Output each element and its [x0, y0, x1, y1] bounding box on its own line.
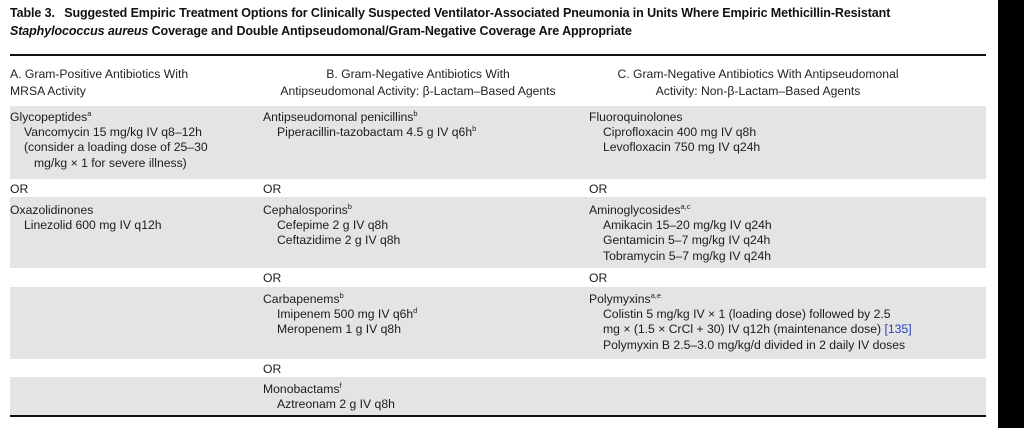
- carbapenems-cell: [263, 292, 583, 338]
- gentamicin-dose: Gentamicin 5–7 mg/kg IV q24h: [603, 233, 771, 248]
- antipseudomonal-penicillins-label: Antipseudomonal penicillins$^b$: [263, 109, 418, 124]
- or-b-3: OR: [263, 362, 282, 376]
- meropenem-dose: Meropenem 1 g IV q8h: [277, 322, 401, 337]
- vancomycin-note-2: mg/kg × 1 for severe illness): [34, 155, 187, 170]
- aminoglycosides-cell: [589, 203, 979, 264]
- or-b-2: OR: [263, 271, 282, 285]
- levofloxacin-dose: Levofloxacin 750 mg IV q24h: [603, 140, 761, 155]
- monobactams-label: Monobactams$^f$: [263, 381, 342, 396]
- col-header-c-line2: Activity: Non-β-Lactam–Based Agents: [655, 84, 861, 98]
- col-header-b: [263, 66, 573, 100]
- col-header-a-line1: A. Gram-Positive Antibiotics With: [10, 67, 189, 81]
- ceftazidime-dose: Ceftazidime 2 g IV q8h: [277, 233, 401, 248]
- vancomycin-note-1: (consider a loading dose of 25–30: [24, 140, 208, 155]
- table-title-line2: Coverage and Double Antipseudomonal/Gram-Negative Coverage Are Appropriate: [148, 24, 632, 38]
- piperacillin-dose: Piperacillin-tazobactam 4.5 g IV $q6h^b$: [277, 124, 477, 140]
- col-header-c-line1: C. Gram-Negative Antibiotics With Antipseudomonal: [617, 67, 899, 81]
- tobramycin-dose: Tobramycin 5–7 mg/kg IV q24h: [603, 248, 772, 263]
- polymyxins-label: Polymyxins$^{a,e}$: [589, 291, 662, 306]
- aminoglycosides-label: Aminoglycosides$^{a,c}$: [589, 202, 691, 217]
- or-c-2: OR: [589, 271, 608, 285]
- col-header-a-line2: MRSA Activity: [10, 84, 86, 98]
- polymyxins-cell: [589, 292, 984, 353]
- aztreonam-dose: Aztreonam 2 g IV q8h: [277, 397, 395, 412]
- fluoroquinolones-cell: [589, 110, 979, 156]
- fluoroquinolones-label: Fluoroquinolones: [589, 110, 683, 124]
- or-b-1: OR: [263, 182, 282, 196]
- colistin-dose-line1: Colistin 5 mg/kg IV × 1 (loading dose) followed by 2.5: [603, 307, 891, 322]
- col-header-c: [588, 66, 928, 100]
- top-rule: [10, 54, 986, 56]
- table-label: Table 3.: [10, 6, 55, 20]
- linezolid-dose: Linezolid 600 mg IV q12h: [24, 218, 162, 233]
- colistin-dose-line2: mg × (1.5 × CrCl + 30) IV q12h (maintenance dose) [135]: [603, 322, 912, 337]
- oxazolidinones-label: Oxazolidinones: [10, 203, 94, 217]
- col-header-b-line2: Antipseudomonal Activity: β-Lactam–Based Agents: [280, 84, 556, 98]
- carbapenems-label: Carbapenems$^b$: [263, 291, 344, 306]
- bottom-rule: [10, 415, 986, 417]
- or-c-1: OR: [589, 182, 608, 196]
- cephalosporins-label: Cephalosporins$^b$: [263, 202, 352, 217]
- monobactams-cell: [263, 382, 583, 412]
- polymyxin-b-dose: Polymyxin B 2.5–3.0 mg/kg/d divided in 2 daily IV doses: [603, 337, 906, 352]
- col-header-b-line1: B. Gram-Negative Antibiotics With: [326, 67, 510, 81]
- vancomycin-dose: Vancomycin 15 mg/kg IV q8–12h: [24, 125, 202, 140]
- amikacin-dose: Amikacin 15–20 mg/kg IV q24h: [603, 218, 772, 233]
- table-title-italic: Staphylococcus aureus: [10, 24, 149, 38]
- imipenem-dose: Imipenem 500 mg IV $q6h^d$: [277, 306, 418, 322]
- oxazolidinones-cell: [10, 203, 260, 233]
- ciprofloxacin-dose: Ciprofloxacin 400 mg IV q8h: [603, 125, 757, 140]
- or-a-1: OR: [10, 182, 29, 196]
- col-header-a: [10, 66, 250, 100]
- glycopeptides-label: Glycopeptides$^a$: [10, 109, 92, 124]
- cefepime-dose: Cefepime 2 g IV q8h: [277, 218, 389, 233]
- antipseudomonal-penicillins-cell: [263, 110, 583, 140]
- glycopeptides-cell: [10, 110, 260, 171]
- reference-link[interactable]: [135]: [884, 322, 912, 337]
- table-title-line1: Suggested Empiric Treatment Options for Clinically Suspected Ventilator-Associated Pneumonia in Units Where Empiric Methicillin-Resistant: [64, 6, 891, 20]
- cephalosporins-cell: [263, 203, 583, 249]
- table-caption: [10, 4, 990, 40]
